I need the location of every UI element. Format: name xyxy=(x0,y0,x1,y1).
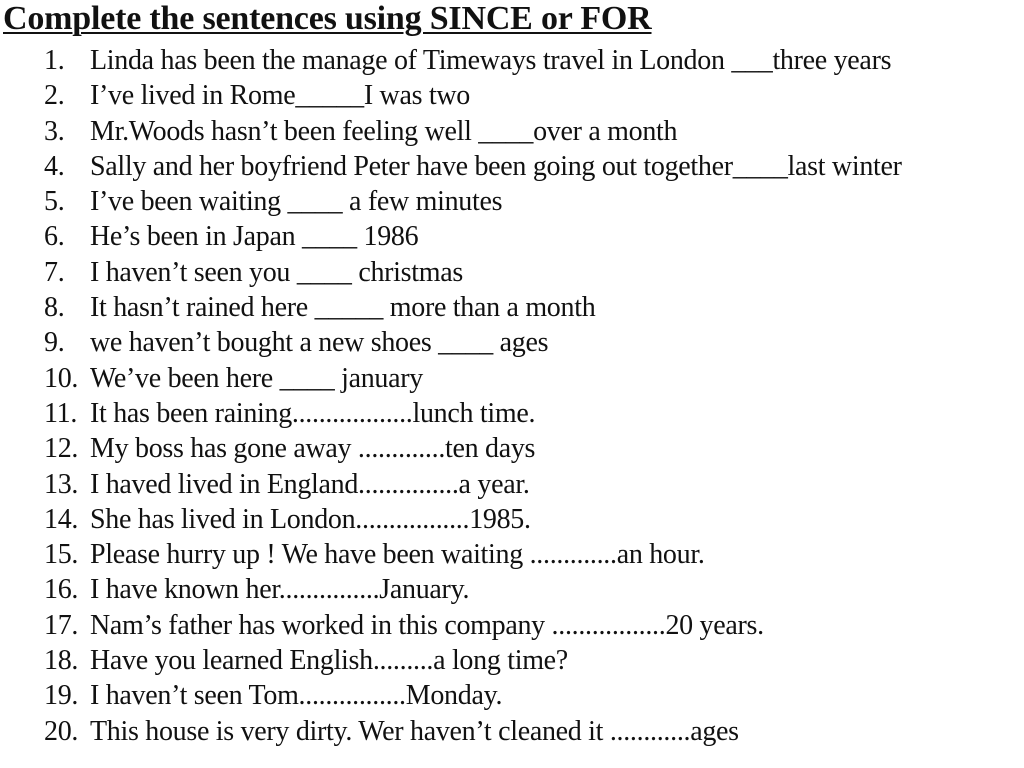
item-text: I haven’t seen Tom................Monday. xyxy=(90,680,503,712)
item-number: 3. xyxy=(44,115,65,147)
item-text: Mr.Woods hasn’t been feeling well ____over a month xyxy=(90,115,678,147)
item-text: It hasn’t rained here _____ more than a month xyxy=(90,292,596,324)
exercise-item-7 xyxy=(44,255,902,290)
item-text: Sally and her boyfriend Peter have been going out together____last winter xyxy=(90,150,902,182)
item-number: 11. xyxy=(44,397,78,429)
exercise-item-18 xyxy=(44,643,902,678)
worksheet-title: Complete the sentences using SINCE or FOR xyxy=(3,0,652,37)
item-number: 8. xyxy=(44,292,65,324)
item-text: We’ve been here ____ january xyxy=(90,362,423,394)
exercise-item-1 xyxy=(44,43,902,78)
item-number: 20. xyxy=(44,715,79,747)
exercise-item-3 xyxy=(44,114,902,149)
exercise-item-16 xyxy=(44,572,902,607)
item-text: I have known her...............January. xyxy=(90,574,470,606)
item-number: 12. xyxy=(44,433,79,465)
item-text: This house is very dirty. Wer haven’t cleaned it ............ages xyxy=(90,715,739,747)
exercise-item-14 xyxy=(44,502,902,537)
exercise-item-15 xyxy=(44,537,902,572)
item-text: I’ve lived in Rome_____I was two xyxy=(90,80,470,112)
item-text: I’ve been waiting ____ a few minutes xyxy=(90,186,503,218)
item-number: 19. xyxy=(44,680,79,712)
exercise-item-12 xyxy=(44,431,902,466)
exercise-item-17 xyxy=(44,608,902,643)
item-text: My boss has gone away .............ten days xyxy=(90,433,536,465)
exercise-item-2 xyxy=(44,78,902,113)
exercise-list xyxy=(44,43,902,749)
exercise-item-13 xyxy=(44,467,902,502)
item-number: 4. xyxy=(44,150,65,182)
item-number: 14. xyxy=(44,503,79,535)
exercise-item-8 xyxy=(44,290,902,325)
item-text: I haven’t seen you ____ christmas xyxy=(90,256,463,288)
exercise-item-4 xyxy=(44,149,902,184)
item-number: 5. xyxy=(44,186,65,218)
item-number: 2. xyxy=(44,80,65,112)
item-text: She has lived in London.................1985. xyxy=(90,503,531,535)
exercise-item-9 xyxy=(44,325,902,360)
item-number: 18. xyxy=(44,645,79,677)
item-text: Linda has been the manage of Timeways travel in London ___three years xyxy=(90,45,892,76)
item-number: 17. xyxy=(44,609,79,641)
exercise-item-11 xyxy=(44,396,902,431)
item-number: 15. xyxy=(44,539,79,571)
exercise-item-6 xyxy=(44,219,902,254)
item-text: Nam’s father has worked in this company .................20 years. xyxy=(90,609,764,641)
exercise-item-10 xyxy=(44,361,902,396)
item-text: I haved lived in England...............a year. xyxy=(90,468,530,500)
item-number: 16. xyxy=(44,574,79,606)
item-number: 7. xyxy=(44,256,65,288)
item-number: 10. xyxy=(44,362,79,394)
exercise-item-5 xyxy=(44,184,902,219)
item-text: we haven’t bought a new shoes ____ ages xyxy=(90,327,549,359)
item-number: 1. xyxy=(44,45,65,76)
item-text: Please hurry up ! We have been waiting .............an hour. xyxy=(90,539,705,571)
item-text: Have you learned English.........a long time? xyxy=(90,645,568,677)
item-text: He’s been in Japan ____ 1986 xyxy=(90,221,419,253)
item-number: 6. xyxy=(44,221,65,253)
item-number: 13. xyxy=(44,468,79,500)
item-text: It has been raining..................lunch time. xyxy=(90,397,536,429)
item-number: 9. xyxy=(44,327,65,359)
exercise-item-20 xyxy=(44,714,902,749)
exercise-item-19 xyxy=(44,678,902,713)
